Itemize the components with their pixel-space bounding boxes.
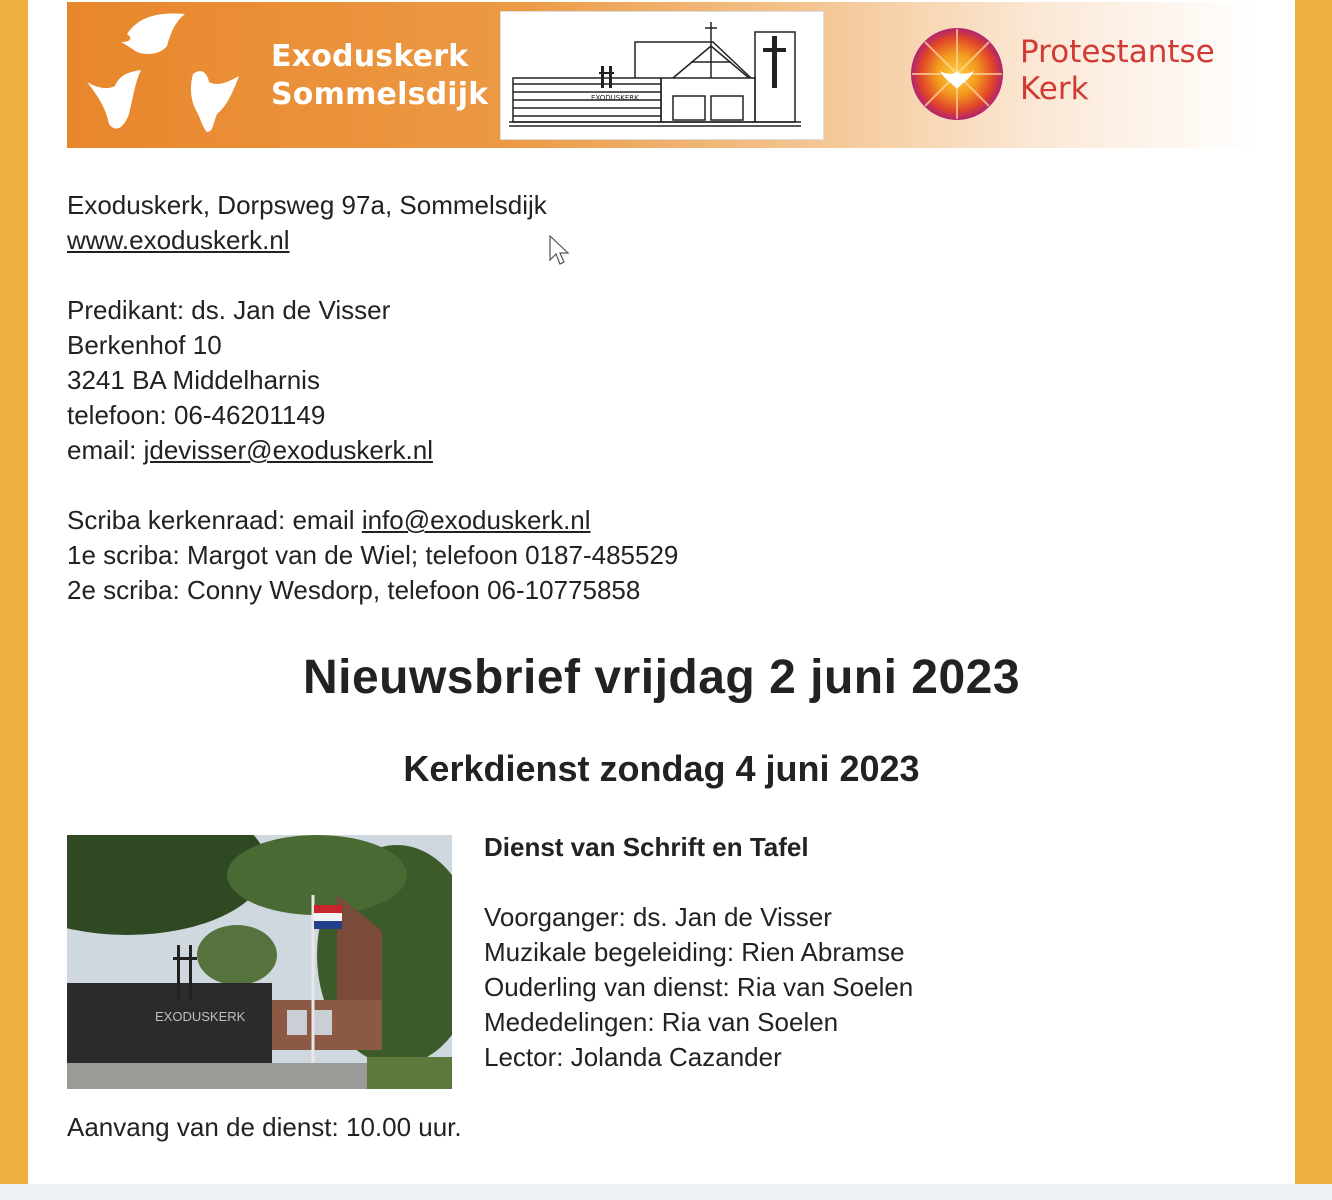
service-music: Muzikale begeleiding: Rien Abramse: [484, 937, 905, 967]
pastor-contact: [67, 293, 433, 468]
pastor-city: 3241 BA Middelharnis: [67, 365, 320, 395]
scriba-line: [67, 503, 678, 538]
doves-icon: [67, 2, 267, 148]
pk-line2: Kerk: [1020, 71, 1089, 107]
photo-sign-text: EXODUSKERK: [155, 1009, 246, 1024]
pastor-email-line: [67, 433, 433, 468]
service-details: [484, 830, 913, 1075]
service-elder: Ouderling van dienst: Ria van Soelen: [484, 972, 914, 1002]
scriba-email-link[interactable]: info@exoduskerk.nl: [361, 505, 591, 535]
church-address: Exoduskerk, Dorpsweg 97a, Sommelsdijk: [67, 190, 547, 220]
church-name: [271, 38, 488, 114]
header-banner: [67, 2, 1255, 148]
service-title: Dienst van Schrift en Tafel: [484, 832, 809, 862]
website-link[interactable]: www.exoduskerk.nl: [67, 225, 290, 255]
service-voorganger: Voorganger: ds. Jan de Visser: [484, 902, 832, 932]
pastor-name: Predikant: ds. Jan de Visser: [67, 295, 391, 325]
protestantse-kerk-logo-icon: [910, 27, 1004, 121]
mouse-pointer-icon: [548, 234, 570, 268]
church-drawing: [500, 11, 824, 140]
church-building-icon: [501, 12, 823, 139]
second-scriba: 2e scriba: Conny Wesdorp, telefoon 06-10775858: [67, 575, 641, 605]
church-name-line2: Sommelsdijk: [271, 77, 489, 112]
bottom-strip: [0, 1184, 1332, 1200]
newsletter-page: [28, 0, 1295, 1184]
pastor-phone: telefoon: 06-46201149: [67, 400, 326, 430]
pastor-street: Berkenhof 10: [67, 330, 222, 360]
pk-line1: Protestantse: [1020, 34, 1215, 70]
church-name-line1: Exoduskerk: [271, 39, 469, 74]
scriba-label: Scriba kerkenraad: email: [67, 505, 362, 535]
protestantse-kerk-label: [1020, 34, 1215, 108]
service-heading: Kerkdienst zondag 4 juni 2023: [403, 748, 920, 789]
church-contact: [67, 188, 547, 258]
service-start-time: Aanvang van de dienst: 10.00 uur.: [67, 1112, 462, 1142]
drawing-label: EXODUSKERK: [591, 94, 639, 102]
pastor-email-label: email:: [67, 435, 144, 465]
scriba-contact: [67, 503, 678, 608]
church-photo: [67, 835, 452, 1089]
pastor-email-link[interactable]: jdevisser@exoduskerk.nl: [143, 435, 433, 465]
newsletter-title: Nieuwsbrief vrijdag 2 juni 2023: [302, 651, 1021, 704]
church-photo-image: [67, 835, 452, 1089]
first-scriba: 1e scriba: Margot van de Wiel; telefoon 0187-485529: [67, 540, 679, 570]
service-announcements: Mededelingen: Ria van Soelen: [484, 1007, 839, 1037]
service-lector: Lector: Jolanda Cazander: [484, 1042, 782, 1072]
